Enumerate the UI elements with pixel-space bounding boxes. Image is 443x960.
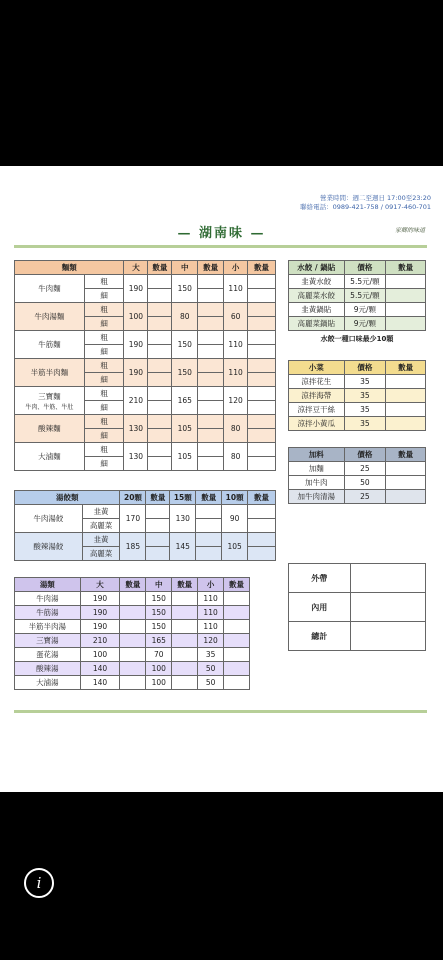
soup-dumplings-table [14,490,276,561]
thin-label: 細 [84,373,124,387]
qty-cell[interactable] [148,303,172,317]
header-small: 小 [198,578,224,592]
qty-cell[interactable] [224,620,250,634]
item-name: 蛋花湯 [15,648,81,662]
qty-cell[interactable] [224,676,250,690]
signature: 家鄉的味道 [394,227,425,234]
item-price: 25 [344,490,386,504]
qty-cell[interactable] [146,547,170,561]
price-small: 110 [224,331,248,359]
qty-cell[interactable] [224,592,250,606]
price-small: 110 [198,620,224,634]
qty-cell[interactable] [148,387,172,401]
item-price: 5.5元/顆 [344,275,386,289]
price-big: 190 [80,606,120,620]
thick-label: 粗 [84,359,124,373]
item-name: 韭黃水餃 [289,275,345,289]
item-name: 牛筋湯 [15,606,81,620]
header-qty: 數量 [196,491,222,505]
takeout-field[interactable] [350,564,425,593]
qty-cell[interactable] [248,457,276,471]
qty-cell[interactable] [172,648,198,662]
soups-table [14,577,250,690]
header-mid: 中 [172,261,198,275]
price-small: 80 [224,415,248,443]
price-small: 120 [198,634,224,648]
qty-cell[interactable] [148,345,172,359]
qty-cell[interactable] [248,429,276,443]
price-mid: 70 [146,648,172,662]
qty-cell[interactable] [248,331,276,345]
qty-cell[interactable] [386,476,426,490]
price-small: 80 [224,443,248,471]
thick-label: 粗 [84,275,124,289]
item-name: 高麗菜鍋貼 [289,317,345,331]
item-name: 涼拌海帶 [289,389,345,403]
item-price: 35 [344,403,386,417]
header-qty: 數量 [248,261,276,275]
qty-cell[interactable] [386,317,426,331]
qty-cell[interactable] [198,387,224,401]
qty-cell[interactable] [248,275,276,289]
item-price: 9元/顆 [344,317,386,331]
qty-cell[interactable] [172,592,198,606]
qty-cell[interactable] [248,303,276,317]
qty-cell[interactable] [248,519,276,533]
header-qty: 數量 [386,261,426,275]
item-price: 50 [344,476,386,490]
qty-cell[interactable] [146,519,170,533]
qty-cell[interactable] [172,634,198,648]
thin-label: 細 [84,457,124,471]
qty-cell[interactable] [148,429,172,443]
qty-cell[interactable] [386,303,426,317]
qty-cell[interactable] [386,403,426,417]
item-name: 牛肉湯麵 [15,303,85,331]
header-noodles: 麵類 [15,261,124,275]
price-big: 190 [80,620,120,634]
item-name: 牛筋麵 [15,331,85,359]
price-big: 100 [124,303,148,331]
qty-cell[interactable] [196,519,222,533]
price-big: 100 [80,648,120,662]
price-small: 110 [224,359,248,387]
qty-cell[interactable] [248,387,276,401]
header-qty: 數量 [120,578,146,592]
header-mid: 中 [146,578,172,592]
qty-cell[interactable] [196,547,222,561]
qty-cell[interactable] [248,317,276,331]
item-subtitle: 牛肉、牛筋、牛肚 [25,403,74,411]
item-name: 三寶湯 [15,634,81,648]
qty-cell[interactable] [248,505,276,519]
bottom-divider [14,710,427,713]
header-qty: 數量 [146,491,170,505]
qty-cell[interactable] [172,606,198,620]
qty-cell[interactable] [198,401,224,415]
qty-cell[interactable] [386,417,426,431]
qty-cell[interactable] [148,457,172,471]
header-extras: 加料 [289,448,345,462]
price-mid: 150 [172,331,198,359]
store-info [300,194,431,212]
header-20: 20顆 [120,491,146,505]
thin-label: 細 [84,317,124,331]
price-10: 105 [222,533,248,561]
item-name: 加牛肉清湯 [289,490,345,504]
qty-cell[interactable] [198,359,224,373]
qty-cell[interactable] [148,331,172,345]
thick-label: 粗 [84,303,124,317]
qty-cell[interactable] [386,462,426,476]
header-qty: 數量 [148,261,172,275]
dine-in-field[interactable] [350,593,425,622]
total-label: 總計 [289,622,351,651]
price-mid: 100 [146,662,172,676]
qty-cell[interactable] [386,389,426,403]
qty-cell[interactable] [248,345,276,359]
thin-label: 細 [84,401,124,415]
price-10: 90 [222,505,248,533]
qty-cell[interactable] [198,443,224,457]
qty-cell[interactable] [146,533,170,547]
total-field[interactable] [350,622,425,651]
qty-cell[interactable] [224,606,250,620]
qty-cell[interactable] [120,606,146,620]
price-big: 190 [124,359,148,387]
price-big: 190 [124,331,148,359]
thick-label: 粗 [84,387,124,401]
header-sides: 小菜 [289,361,345,375]
qty-cell[interactable] [172,620,198,634]
contact-phone: 聯絡電話：0989-421-758 / 0917-460-701 [300,203,431,211]
qty-cell[interactable] [248,533,276,547]
qty-cell[interactable] [224,634,250,648]
item-name: 高麗菜水餃 [289,289,345,303]
item-price: 5.5元/顆 [344,289,386,303]
item-name: 加牛肉 [289,476,345,490]
item-name: 涼拌小黃瓜 [289,417,345,431]
info-icon[interactable]: i [24,868,54,898]
qty-cell[interactable] [196,505,222,519]
qty-cell[interactable] [248,443,276,457]
price-mid: 105 [172,415,198,443]
price-big: 190 [124,275,148,303]
price-small: 110 [224,275,248,303]
item-price: 25 [344,462,386,476]
price-big: 140 [80,662,120,676]
cabbage-label: 高麗菜 [82,519,120,533]
top-divider [14,245,427,248]
business-hours: 營業時間：週二至週日 17:00至23:20 [319,194,431,202]
qty-cell[interactable] [148,401,172,415]
qty-cell[interactable] [198,303,224,317]
qty-cell[interactable] [148,415,172,429]
dumpling-minimum-note: 水餃一種口味最少10顆 [320,335,394,343]
item-name: 半筋半肉湯 [15,620,81,634]
qty-cell[interactable] [198,345,224,359]
item-name: 牛肉麵 [15,275,85,303]
restaurant-title: — 湖南味 — [177,226,266,241]
header-qty: 數量 [224,578,250,592]
price-mid: 80 [172,303,198,331]
header-big: 大 [124,261,148,275]
item-name: 韭黃鍋貼 [289,303,345,317]
thick-label: 粗 [84,443,124,457]
qty-cell[interactable] [224,648,250,662]
item-name: 酸辣湯餃 [15,533,83,561]
price-mid: 150 [146,606,172,620]
price-small: 50 [198,662,224,676]
item-name: 大滷湯 [15,676,81,690]
qty-cell[interactable] [248,415,276,429]
item-name: 大滷麵 [15,443,85,471]
qty-cell[interactable] [248,373,276,387]
price-big: 210 [80,634,120,648]
qty-cell[interactable] [148,359,172,373]
item-name [15,387,85,415]
qty-cell[interactable] [120,634,146,648]
item-name: 加麵 [289,462,345,476]
price-mid: 165 [146,634,172,648]
qty-cell[interactable] [248,547,276,561]
noodles-table [14,260,276,471]
dine-in-label: 內用 [289,593,351,622]
leek-label: 韭黃 [82,533,120,547]
qty-cell[interactable] [146,505,170,519]
header-price: 價格 [344,448,386,462]
item-name: 牛肉湯 [15,592,81,606]
qty-cell[interactable] [196,533,222,547]
price-mid: 165 [172,387,198,415]
header-qty: 數量 [198,261,224,275]
qty-cell[interactable] [386,289,426,303]
qty-cell[interactable] [120,662,146,676]
qty-cell[interactable] [198,415,224,429]
qty-cell[interactable] [198,429,224,443]
price-small: 110 [198,606,224,620]
header-big: 大 [80,578,120,592]
price-15: 130 [170,505,196,533]
qty-cell[interactable] [198,373,224,387]
extras-table [288,447,426,504]
item-price: 35 [344,417,386,431]
thick-label: 粗 [84,415,124,429]
price-small: 50 [198,676,224,690]
item-price: 35 [344,375,386,389]
item-name: 酸辣湯 [15,662,81,676]
qty-cell[interactable] [386,375,426,389]
qty-cell[interactable] [386,490,426,504]
item-name: 牛肉湯餃 [15,505,83,533]
qty-cell[interactable] [198,289,224,303]
header-dumplings: 水餃 / 鍋貼 [289,261,345,275]
header-10: 10顆 [222,491,248,505]
header-soup-dumplings: 湯餃類 [15,491,120,505]
qty-cell[interactable] [120,620,146,634]
qty-cell[interactable] [248,401,276,415]
item-name: 半筋半肉麵 [15,359,85,387]
order-summary-table [288,563,426,651]
qty-cell[interactable] [224,662,250,676]
leek-label: 韭黃 [82,505,120,519]
qty-cell[interactable] [198,317,224,331]
header-qty: 數量 [386,361,426,375]
item-name: 涼拌花生 [289,375,345,389]
qty-cell[interactable] [198,275,224,289]
item-name: 涼拌豆干絲 [289,403,345,417]
qty-cell[interactable] [148,289,172,303]
header-price: 價格 [344,361,386,375]
qty-cell[interactable] [120,676,146,690]
thin-label: 細 [84,429,124,443]
price-small: 110 [198,592,224,606]
price-big: 130 [124,415,148,443]
price-mid: 150 [172,359,198,387]
qty-cell[interactable] [148,317,172,331]
header-soups: 湯類 [15,578,81,592]
price-15: 145 [170,533,196,561]
item-price: 9元/顆 [344,303,386,317]
price-big: 210 [124,387,148,415]
sides-table [288,360,426,431]
price-big: 130 [124,443,148,471]
qty-cell[interactable] [198,457,224,471]
price-mid: 150 [172,275,198,303]
item-price: 35 [344,389,386,403]
qty-cell[interactable] [148,275,172,289]
price-small: 120 [224,387,248,415]
header-qty: 數量 [386,448,426,462]
qty-cell[interactable] [148,443,172,457]
qty-cell[interactable] [198,331,224,345]
header-15: 15顆 [170,491,196,505]
qty-cell[interactable] [248,359,276,373]
price-big: 190 [80,592,120,606]
price-20: 185 [120,533,146,561]
qty-cell[interactable] [172,662,198,676]
price-small: 60 [224,303,248,331]
qty-cell[interactable] [120,648,146,662]
qty-cell[interactable] [120,592,146,606]
qty-cell[interactable] [248,289,276,303]
header-qty: 數量 [248,491,276,505]
thin-label: 細 [84,289,124,303]
thin-label: 細 [84,345,124,359]
item-title: 三寶麵 [38,391,61,401]
header-small: 小 [224,261,248,275]
price-small: 35 [198,648,224,662]
price-big: 140 [80,676,120,690]
qty-cell[interactable] [172,676,198,690]
price-mid: 150 [146,620,172,634]
header-qty: 數量 [172,578,198,592]
takeout-label: 外帶 [289,564,351,593]
item-name: 酸辣麵 [15,415,85,443]
qty-cell[interactable] [148,373,172,387]
header-price: 價格 [344,261,386,275]
price-mid: 100 [146,676,172,690]
thick-label: 粗 [84,331,124,345]
qty-cell[interactable] [386,275,426,289]
price-20: 170 [120,505,146,533]
dumplings-table [288,260,426,331]
cabbage-label: 高麗菜 [82,547,120,561]
price-mid: 105 [172,443,198,471]
menu-sheet [0,166,443,792]
price-mid: 150 [146,592,172,606]
